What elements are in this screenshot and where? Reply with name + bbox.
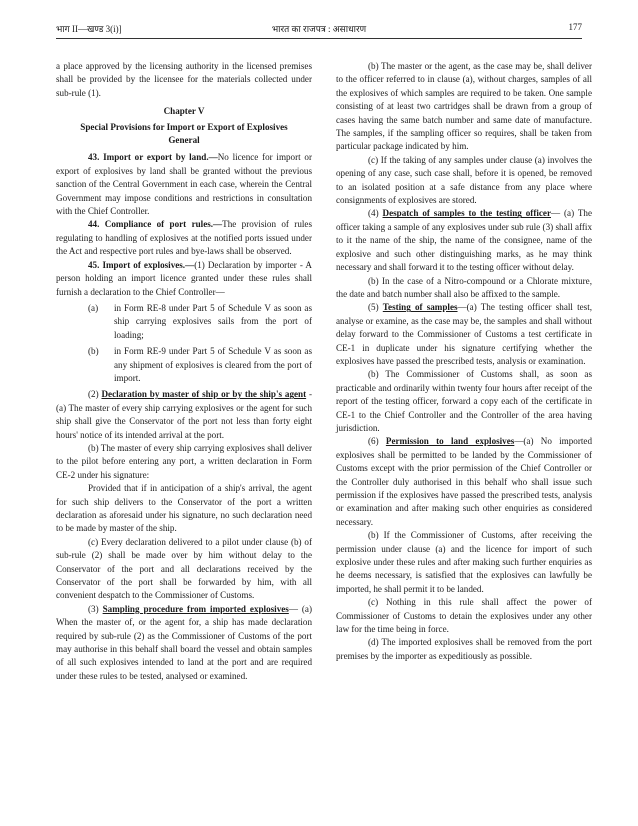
sub-rule-6-c: (c) Nothing in this rule shall affect the power of Commissioner of Customs to detain the explosives under any other law for the time being in force. bbox=[336, 597, 592, 635]
sub-rule-4-text: — (a) The officer taking a sample of any explosives under sub rule (3) shall affix to it the name of the ship, the name of the consignee, name of the explosive and such other distinguishing marks, as he may think necessary and shall forward it to the testing officer without delay. bbox=[336, 208, 592, 273]
rule-45-item-b bbox=[56, 345, 312, 385]
chapter-title: Chapter V bbox=[163, 106, 205, 117]
intro-paragraph: a place approved by the licensing authority in the licensed premises shall be provided by the licensee for the materials collected under sub-rule (1). bbox=[56, 61, 312, 98]
rule-45-text: (1) Declaration by importer - A person holding an import licence granted under these rules shall furnish a declaration to the Chief Controller— bbox=[56, 259, 312, 297]
rule-45-heading: Import of explosives.— bbox=[102, 259, 195, 270]
sub-rule-6-b: (b) If the Commissioner of Customs, after receiving the permission under clause (a) and the licence for import of such explosive under these rules and after making such further enquiries as he deems necessary, is satisfied that the explosives can lawfully be imported, he shall permit it to be landed. bbox=[336, 530, 592, 594]
sub-rule-5-text: —(a) The testing officer shall test, analyse or examine, as the case may be, the samples and shall without delay forward to the Commissioner of Customs a test certificate in CE-1 in duplicate under his signature certifying whether the explosives have passed the prescribed tests, analysis or examination. bbox=[336, 302, 592, 366]
rule-44 bbox=[56, 218, 312, 258]
sub-rule-2-heading: Declaration by master of ship or by the ship's agent bbox=[101, 389, 307, 400]
sub-rule-6-d: (d) The imported explosives shall be removed from the port premises by the importer as expeditiously as possible. bbox=[336, 637, 592, 661]
proviso-paragraph: Provided that if in anticipation of a ship's arrival, the agent for such ship delivers to the Conservator of the port a written declaration as aforesaid under his signature, no such declaration need to be made by master of the ship. bbox=[56, 483, 312, 534]
sub-rule-6 bbox=[336, 435, 592, 529]
sub-rule-2-c: (c) Every declaration delivered to a pilot under clause (b) of sub-rule (2) shall be made over by him without delay to the Conservator of the port and all declarations received by the Conservator of the port shall be forwarded by him, with all convenient despatch to the Commissioner of Customs. bbox=[56, 536, 312, 601]
sub-rule-4-number: (4) bbox=[368, 208, 379, 219]
sub-rule-6-heading: Permission to land explosives bbox=[385, 436, 515, 447]
rule-44-number: 44. bbox=[88, 219, 100, 230]
item-b-text: in Form RE-9 under Part 5 of Schedule V as soon as any shipment of explosives is cleared from the port of import. bbox=[114, 346, 312, 383]
header-gazette-title: भारत का राजपत्र : असाधारण bbox=[271, 24, 367, 34]
rule-43-heading: Import or export by land.— bbox=[103, 152, 218, 163]
sub-rule-5 bbox=[336, 301, 592, 368]
sub-rule-4-b: (b) In the case of a Nitro-compound or a Chlorate mixture, the date and batch number shall also be affixed to the sample. bbox=[336, 275, 592, 299]
sub-rule-6-number: (6) bbox=[368, 436, 379, 447]
sub-rule-3 bbox=[56, 603, 312, 683]
sub-rule-6-text: —(a) No imported explosives shall be permitted to be landed by the Commissioner of Customs except with the prior permission of the Chief Controller or the Controller duly authorised in this behalf who shall issue such permission if the explosives have passed the prescribed tests, analysis or examination and after making such other enquiries as considered necessary. bbox=[336, 436, 592, 527]
sub-rule-2-b: (b) The master of every ship carrying explosives shall deliver to the pilot before entering any port, a written declaration in Form CE-2 under his signature: bbox=[56, 442, 312, 480]
chapter-subtitle: Special Provisions for Import or Export of Explosives General bbox=[80, 121, 288, 146]
rule-43 bbox=[56, 151, 312, 218]
left-column bbox=[56, 60, 312, 683]
sub-rule-3-c: (c) If the taking of any samples under clause (a) involves the opening of any case, such case shall, before it is opened, be removed to an isolated position at a safe distance from any place where consignments of explosives are stored. bbox=[336, 154, 592, 206]
rule-44-text: The provision of rules regulating to handling of explosives at the notified ports issued under the Act and respective port rules and bye-laws shall be observed. bbox=[56, 219, 312, 257]
sub-rule-4-heading: Despatch of samples to the testing officer bbox=[382, 208, 551, 219]
rule-44-heading: Compliance of port rules.— bbox=[104, 219, 223, 230]
sub-rule-5-b: (b) The Commissioner of Customs shall, as soon as practicable and ordinarily within twenty four hours after receipt of the report of the testing officer, forward a copy each of the certificate in CE-1 to the Chief Controller and the Controller of the area having jurisdiction. bbox=[336, 369, 592, 433]
item-a-label: (a) bbox=[88, 302, 99, 313]
sub-rule-2-text: - (a) The master of every ship carrying explosives or the agent for such ship shall give the Conservator of the port not less than forty eight hours' notice of its intended arrival at the port. bbox=[56, 389, 313, 440]
rule-45 bbox=[56, 259, 312, 299]
sub-rule-5-number: (5) bbox=[368, 302, 379, 313]
right-column bbox=[336, 60, 592, 663]
sub-rule-3-heading: Sampling procedure from imported explosives bbox=[102, 603, 289, 614]
page-header bbox=[56, 22, 582, 39]
item-b-label: (b) bbox=[88, 346, 99, 357]
sub-rule-3-number: (3) bbox=[88, 603, 99, 614]
sub-rule-4 bbox=[336, 207, 592, 274]
sub-rule-2-number: (2) bbox=[88, 389, 99, 400]
header-part-section: भाग II—खण्ड 3(i)] bbox=[56, 24, 122, 34]
rule-43-text: No licence for import or export of explosives by land shall be granted without the previous sanction of the Central Government in each case, wherein the Central Government may impose conditions and restrictions in consultation with the Chief Controller. bbox=[56, 152, 312, 217]
sub-rule-3-b: (b) The master or the agent, as the case may be, shall deliver to the officer referred to in clause (a), without charges, samples of all the explosives of which samples are required to be taken. One sample consisting of at least two cartridges shall be drawn from a group of cases having the same batch number and same date of manufacture. The samples, if the sampling officer so requires, shall be taken from particular package indicated by him. bbox=[336, 61, 592, 152]
sub-rule-3-text: — (a) When the master of, or the agent for, a ship has made declaration required by sub-rule (2) as the Commissioner of Customs of the port may authorise in this behalf shall board the vessel and obtain samples of all such explosives intended to land at the port and are required under these rules to be tested, analysed or examined. bbox=[56, 603, 312, 681]
rule-45-item-a bbox=[56, 302, 312, 342]
rule-45-number: 45. bbox=[88, 259, 100, 270]
sub-rule-2 bbox=[56, 388, 312, 442]
rule-43-number: 43. bbox=[88, 152, 100, 163]
item-a-text: in Form RE-8 under Part 5 of Schedule V as soon as ship carrying explosives sails from the port of loading; bbox=[114, 302, 312, 340]
header-page-number: 177 bbox=[568, 22, 582, 32]
sub-rule-5-heading: Testing of samples bbox=[382, 302, 458, 313]
